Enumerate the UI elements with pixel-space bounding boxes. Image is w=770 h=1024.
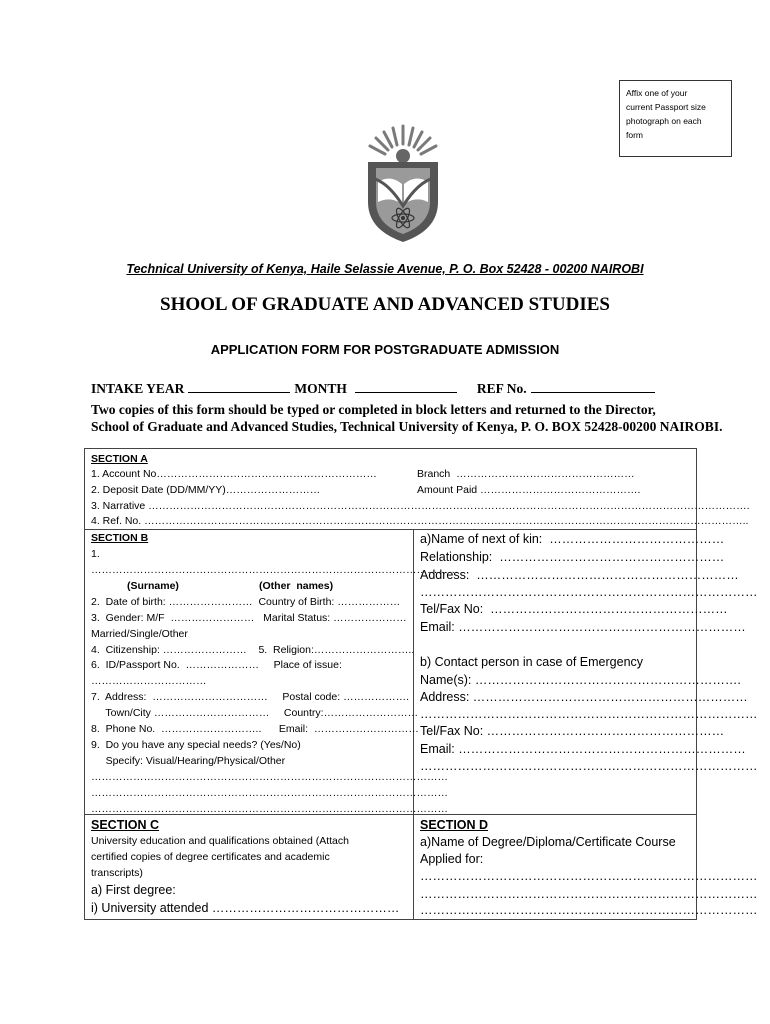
photo-note-line: photograph on each (626, 116, 702, 126)
citizenship-field[interactable]: 4. Citizenship: …………………… 5. Religion:……………………….. (91, 644, 415, 656)
passport-photo-box (619, 80, 732, 157)
school-title: SHOOL OF GRADUATE AND ADVANCED STUDIES (160, 294, 610, 315)
month-label: MONTH (294, 381, 347, 396)
gender-field[interactable]: 3. Gender: M/F …………………… Marital Status: ………………… (91, 612, 407, 624)
name-item-number: 1. (91, 548, 100, 560)
town-field[interactable]: Town/City …………………………… Country:……………………… (91, 707, 419, 719)
university-attended-field[interactable]: i) University attended ……………………………………… (91, 901, 400, 915)
special-needs-field[interactable]: ………………………………………………………………………………………… (91, 787, 448, 799)
section-c-text: transcripts) (91, 867, 143, 879)
section-a-title: SECTION A (91, 453, 148, 465)
marital-options: Married/Single/Other (91, 628, 188, 640)
emergency-names-field[interactable]: Name(s): ………………………………………………………. (420, 673, 741, 687)
intake-year-field[interactable] (188, 391, 290, 393)
amount-paid-field[interactable]: Amount Paid ………………………………………. (417, 484, 641, 496)
university-address-line: Technical University of Kenya, Haile Selassie Avenue, P. O. Box 52428 - 00200 NAIROBI (126, 262, 644, 276)
kin-address-field[interactable]: Address: ……………………………………………………… (420, 568, 739, 582)
kin-email-field[interactable]: Email: …………………………………………………………… (420, 620, 746, 634)
full-name-field[interactable]: …………………………………………………………………………………………… (91, 564, 459, 576)
special-needs-question: 9. Do you have any special needs? (Yes/No) (91, 739, 301, 751)
ref-no-field[interactable] (531, 391, 655, 393)
course-applied-field[interactable]: ……………………………………………………………………… (420, 887, 758, 901)
photo-note-line: current Passport size (626, 102, 706, 112)
course-applied-field[interactable]: ……………………………………………………………………… (420, 869, 758, 883)
section-b-title: SECTION B (91, 532, 149, 544)
section-c-text: certified copies of degree certificates and academic (91, 851, 330, 863)
month-field[interactable] (355, 391, 457, 393)
narrative-field[interactable]: 3. Narrative ………………………………………………………………………………………………………………………………………………………. (91, 500, 750, 512)
section-c-text: University education and qualifications obtained (Attach (91, 835, 349, 847)
photo-note-line: form (626, 130, 643, 140)
phone-field[interactable]: 8. Phone No. ……………………….. Email: ………………………… (91, 723, 419, 735)
kin-tel-field[interactable]: Tel/Fax No: ………………………………………………… (420, 602, 728, 616)
id-passport-field[interactable]: 6. ID/Passport No. ………………… Place of issue: (91, 659, 342, 671)
next-of-kin-name-field[interactable]: a)Name of next of kin: …………………………………… (420, 532, 725, 546)
special-needs-field[interactable]: ………………………………………………………………………………………… (91, 803, 448, 815)
instructions-line: Two copies of this form should be typed or completed in block letters and returned to the Director, (91, 402, 656, 417)
section-d-text: Applied for: (420, 852, 484, 866)
special-needs-specify: Specify: Visual/Hearing/Physical/Other (91, 755, 286, 767)
course-applied-field[interactable]: ……………………………………………………………………… (420, 903, 758, 917)
form-title: APPLICATION FORM FOR POSTGRADUATE ADMISSION (210, 342, 560, 357)
address-field[interactable]: 7. Address: …………………………… Postal code: ………………. (91, 691, 409, 703)
photo-note-line: Affix one of your (626, 88, 688, 98)
section-d-title: SECTION D (420, 818, 489, 832)
emergency-contact-title: b) Contact person in case of Emergency (420, 655, 644, 669)
surname-label: (Surname) (127, 580, 179, 592)
intake-year-label: INTAKE YEAR (91, 381, 185, 396)
kin-address-field[interactable]: ……………………………………………………………………… (420, 585, 758, 599)
section-d-text: a)Name of Degree/Diploma/Certificate Course (420, 835, 676, 849)
date-of-birth-field[interactable]: 2. Date of birth: …………………… Country of Birth: ……………… (91, 596, 401, 608)
section-c-title: SECTION C (91, 818, 160, 832)
emergency-extra-field[interactable]: ……………………………………………………………………… (420, 759, 758, 773)
ref-no-label: REF No. (476, 381, 527, 396)
relationship-field[interactable]: Relationship: ……………………………………………… (420, 550, 725, 564)
branch-field[interactable]: Branch …………………………………………… (417, 468, 635, 480)
instructions-line: School of Graduate and Advanced Studies, Technical University of Kenya, P. O. BOX 52428-00200 NAIROBI. (91, 419, 723, 434)
university-logo-icon (358, 122, 448, 246)
first-degree-label: a) First degree: (91, 883, 176, 897)
intake-line (91, 381, 659, 397)
emergency-address-field[interactable]: Address: ………………………………………………………… (420, 690, 748, 704)
account-no-field[interactable]: 1. Account No……………………………………………………… (91, 468, 377, 480)
deposit-date-field[interactable]: 2. Deposit Date (DD/MM/YY)……………………… (91, 484, 321, 496)
special-needs-field[interactable]: ………………………………………………………………………………………… (91, 771, 448, 783)
application-form-table (84, 448, 758, 920)
ref-no-field[interactable]: 4. Ref. No. ……………………………………………………………………………………………………………………………………………………….. (91, 515, 749, 527)
other-names-label: (Other names) (259, 580, 334, 592)
instructions (91, 401, 722, 435)
emergency-email-field[interactable]: Email: …………………………………………………………… (420, 742, 746, 756)
emergency-tel-field[interactable]: Tel/Fax No: ………………………………………………… (420, 724, 725, 738)
emergency-address-field[interactable]: ……………………………………………………………………… (420, 707, 758, 721)
place-of-issue-field[interactable]: …………………………… (91, 675, 207, 687)
